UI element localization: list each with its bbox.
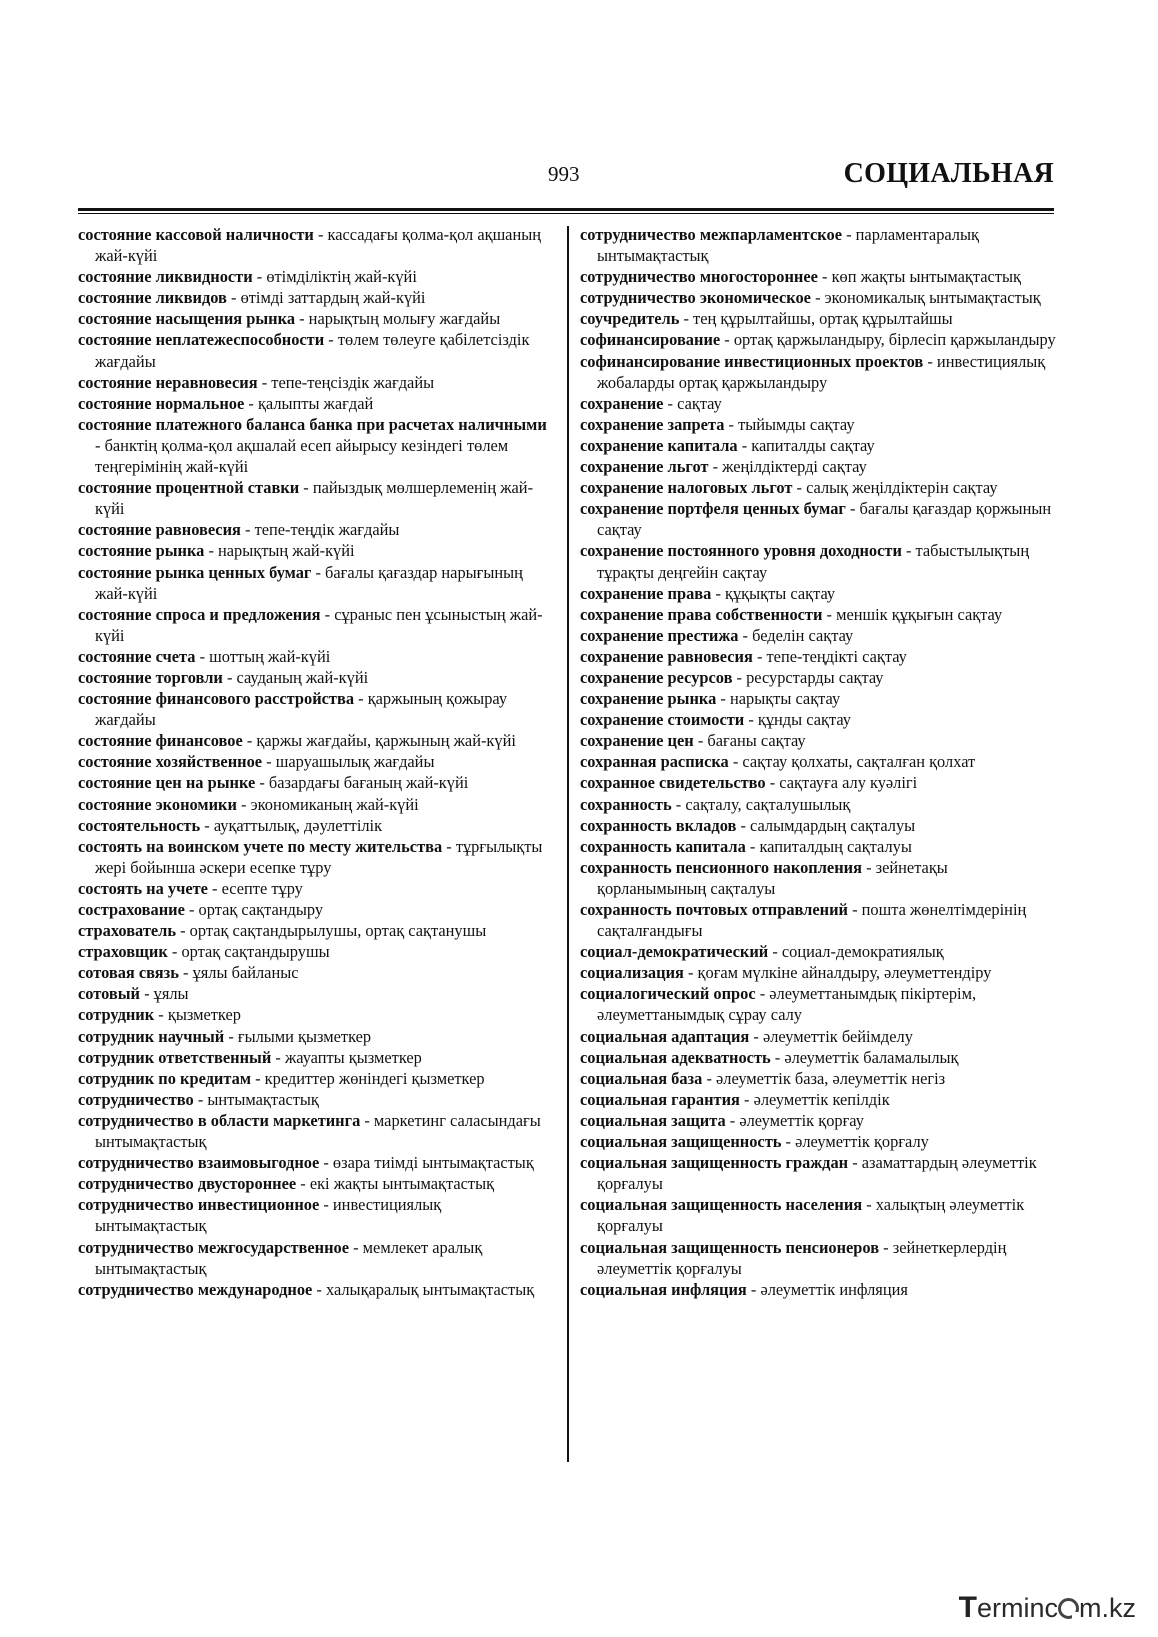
dictionary-entry: социальная защищенность пенсионеров - зейнеткерлердің әлеуметтік қорғалуы xyxy=(580,1237,1007,1278)
entry-definition: пайыздық мөлшерлеменің жай-күйі xyxy=(95,478,534,519)
entry-definition: құқықты сақтау xyxy=(725,583,836,603)
dictionary-entry: сохранное свидетельство - сақтауға алу куәлігі xyxy=(580,773,918,793)
watermark-o-icon xyxy=(1058,1598,1079,1619)
entry-definition: беделін сақтау xyxy=(752,625,854,645)
entry-definition: ынтымақтастық xyxy=(207,1089,319,1109)
entry-definition: ортақ сақтандырушы xyxy=(181,942,330,962)
left-column xyxy=(78,224,556,1300)
dictionary-entry: сотрудник по кредитам - кредиттер жөніндегі қызметкер xyxy=(78,1068,485,1088)
entry-term: социальная защита xyxy=(580,1110,726,1130)
dictionary-entry: сохранение престижа - беделін сақтау xyxy=(580,625,854,645)
entry-definition: қалыпты жағдай xyxy=(257,393,374,413)
dictionary-entry: социализация - қоғам мүлкіне айналдыру, әлеуметтендіру xyxy=(580,963,992,983)
dictionary-entry: соучредитель - тең құрылтайшы, ортақ құрылтайшы xyxy=(580,309,953,329)
entry-definition: зейнеткерлердің әлеуметтік қорғалуы xyxy=(597,1237,1007,1278)
entry-term: состояние финансовое xyxy=(78,731,243,751)
entry-definition: екі жақты ынтымақтастық xyxy=(309,1174,495,1194)
entry-definition: ұялы xyxy=(153,984,189,1004)
dictionary-entry: сострахование - ортақ сақтандыру xyxy=(78,900,324,919)
entry-term: состояние неплатежеспособности xyxy=(78,330,325,350)
dictionary-entry: состояние хозяйственное - шаруашылық жағдайы xyxy=(78,752,435,772)
entry-definition: салық жеңілдіктерін сақтау xyxy=(806,478,998,498)
dictionary-entry: сохранение портфеля ценных бумаг - бағалы қағаздар қоржынын сақтау xyxy=(580,499,1052,540)
entry-term: сохранение ресурсов xyxy=(580,667,733,687)
running-head: СОЦИАЛЬНАЯ xyxy=(843,158,1054,189)
entry-definition: жеңілдіктерді сақтау xyxy=(722,457,867,477)
entry-definition: социал-демократиялық xyxy=(781,942,944,962)
dictionary-entry: состоять на учете - есепте тұру xyxy=(78,878,303,898)
dictionary-entry: социальная база - әлеуметтік база, әлеуметтік негіз xyxy=(580,1068,946,1088)
dictionary-entry: состояние ликвидов - өтімді заттардың жай-күйі xyxy=(78,288,426,308)
entry-term: социальная инфляция xyxy=(580,1279,747,1299)
entry-term: состояние торговли xyxy=(78,667,223,687)
dictionary-entry: сотовая связь - ұялы байланыс xyxy=(78,963,299,983)
dictionary-entry: сохранение постоянного уровня доходности - табыстылықтың тұрақты деңгейін сақтау xyxy=(580,541,1030,582)
dictionary-entry: сохранение права собственности - меншік құқығын сақтау xyxy=(580,604,1003,624)
dictionary-entry: социальная защищенность населения - халықтың әлеуметтік қорғалуы xyxy=(580,1195,1025,1236)
dictionary-entry: состояние платежного баланса банка при расчетах наличными - банктің қолма-қол ақшалай есеп айырысу кезіндегі төлем теңгерімінің жай-күйі xyxy=(78,414,547,477)
dictionary-entry: сотрудничество международное - халықаралық ынтымақтастық xyxy=(78,1279,535,1299)
dictionary-entry: сотрудничество двустороннее - екі жақты ынтымақтастық xyxy=(78,1174,495,1194)
dictionary-entry: состояние ликвидности - өтімділіктің жай-күйі xyxy=(78,267,417,287)
entry-definition: сақтауға алу куәлігі xyxy=(779,773,918,793)
entry-definition: жауапты қызметкер xyxy=(284,1047,422,1067)
dictionary-entry: сохранение цен - бағаны сақтау xyxy=(580,731,806,751)
entry-term: состояние ликвидности xyxy=(78,267,253,287)
entry-term: сохранение рынка xyxy=(580,689,717,709)
dictionary-entry: сохранение льгот - жеңілдіктерді сақтау xyxy=(580,457,867,477)
dictionary-entry: сотрудничество межгосударственное - мемлекет аралық ынтымақтастық xyxy=(78,1237,483,1278)
entry-definition: ресурстарды сақтау xyxy=(746,667,884,687)
entry-term: состояние нормальное xyxy=(78,393,245,413)
dictionary-entry: сохранность пенсионного накопления - зейнетақы қорланымының сақталуы xyxy=(580,857,948,898)
entry-definition: мемлекет аралық ынтымақтастық xyxy=(95,1237,483,1278)
header-rule-thick xyxy=(78,208,1054,211)
entry-definition: тең құрылтайшы, ортақ құрылтайшы xyxy=(693,309,953,329)
entry-definition: төлем төлеуге қабілетсіздік жағдайы xyxy=(95,330,530,371)
entry-term: сотрудничество экономическое xyxy=(580,288,811,308)
entry-term: состояние неравновесия xyxy=(78,372,258,392)
entry-definition: бағалы қағаздар нарығының жай-күйі xyxy=(95,562,523,603)
entry-term: состояние насыщения рынка xyxy=(78,309,296,329)
entry-definition: әлеуметтік инфляция xyxy=(760,1279,908,1299)
entry-definition: кредиттер жөніндегі қызметкер xyxy=(264,1068,485,1088)
entry-definition: салымдардың сақталуы xyxy=(750,815,916,835)
dictionary-entry: социальная адаптация - әлеуметтік бейімделу xyxy=(580,1026,913,1046)
dictionary-entry: сохранность капитала - капиталдың сақталуы xyxy=(580,836,912,856)
entry-term: социальная адекватность xyxy=(580,1047,771,1067)
entry-term: состоять на воинском учете по месту жительства xyxy=(78,836,443,856)
dictionary-entry: страховщик - ортақ сақтандырушы xyxy=(78,942,330,962)
entry-term: социализация xyxy=(580,963,684,983)
entry-term: социал-демократический xyxy=(580,942,769,962)
dictionary-entry: сохранение ресурсов - ресурстарды сақтау xyxy=(580,667,884,687)
entry-definition: өзара тиімді ынтымақтастық xyxy=(332,1153,534,1173)
entry-term: состоять на учете xyxy=(78,878,208,898)
entry-definition: пошта жөнелтімдерінің сақталғандығы xyxy=(597,900,1027,941)
entry-term: сотрудник по кредитам xyxy=(78,1068,251,1088)
dictionary-entry: состояние спроса и предложения - сұраныс пен ұсыныстың жай-күйі xyxy=(78,604,543,645)
entry-term: сотрудник ответственный xyxy=(78,1047,272,1067)
entry-definition: шаруашылық жағдайы xyxy=(275,752,435,772)
dictionary-entry: сохранение - сақтау xyxy=(580,393,722,413)
entry-definition: тепе-теңсіздік жағдайы xyxy=(271,372,435,392)
entry-term: сотрудничество межпарламентское xyxy=(580,225,842,244)
dictionary-entry: сотовый - ұялы xyxy=(78,984,189,1004)
entry-definition: әлеуметтік қорғалу xyxy=(795,1132,929,1152)
entry-definition: экономиканың жай-күйі xyxy=(250,794,419,814)
dictionary-entry: состояние рынка ценных бумаг - бағалы қағаздар нарығының жай-күйі xyxy=(78,562,523,603)
entry-definition: шоттың жай-күйі xyxy=(209,646,331,666)
entry-definition: сұраныс пен ұсыныстың жай-күйі xyxy=(95,604,543,645)
right-column xyxy=(580,224,1058,1300)
entry-term: сохранение портфеля ценных бумаг xyxy=(580,499,846,519)
dictionary-entry: сотрудничество экономическое - экономикалық ынтымақтастық xyxy=(580,288,1041,308)
entry-definition: капиталды сақтау xyxy=(751,435,875,455)
entry-definition: ғылыми қызметкер xyxy=(237,1026,372,1046)
entry-definition: ортақ сақтандыру xyxy=(198,900,324,919)
entry-term: сотрудничество двустороннее xyxy=(78,1174,297,1194)
dictionary-entry: состояние экономики - экономиканың жай-күйі xyxy=(78,794,419,814)
entry-definition: нарықтың молығу жағдайы xyxy=(308,309,501,329)
entry-term: социальная база xyxy=(580,1068,703,1088)
watermark-initial: T xyxy=(958,1591,977,1624)
dictionary-entry: сохранение запрета - тыйымды сақтау xyxy=(580,414,855,434)
dictionary-entry: сохранность почтовых отправлений - пошта жөнелтімдерінің сақталғандығы xyxy=(580,900,1027,941)
entry-term: сохранение запрета xyxy=(580,414,725,434)
dictionary-entry: софинансирование - ортақ қаржыландыру, бірлесіп қаржыландыру xyxy=(580,330,1056,350)
entry-term: сострахование xyxy=(78,900,185,919)
entry-term: сохранность xyxy=(580,794,672,814)
dictionary-entry: социалогический опрос - әлеуметтанымдық пікіртерім, әлеуметтанымдық сұрау салу xyxy=(580,984,977,1025)
entry-definition: сақталу, сақталушылық xyxy=(685,794,851,814)
entry-definition: көп жақты ынтымақтастық xyxy=(831,267,1021,287)
entry-term: сотрудничество взаимовыгодное xyxy=(78,1153,320,1173)
dictionary-entry: состоятельность - ауқаттылық, дәулеттілік xyxy=(78,815,383,835)
entry-term: сотрудничество в области маркетинга xyxy=(78,1110,361,1130)
dictionary-entry: состояние насыщения рынка - нарықтың молығу жағдайы xyxy=(78,309,501,329)
entry-term: социальная гарантия xyxy=(580,1089,740,1109)
dictionary-entry: страхователь - ортақ сақтандырылушы, ортақ сақтанушы xyxy=(78,921,487,941)
site-watermark-logo xyxy=(959,1591,1136,1625)
dictionary-entry: сотрудничество многостороннее - көп жақты ынтымақтастық xyxy=(580,267,1021,287)
entry-definition: банктің қолма-қол ақшалай есеп айырысу кезіндегі төлем теңгерімінің жай-күйі xyxy=(95,435,509,477)
entry-definition: инвестициялық ынтымақтастық xyxy=(95,1195,442,1236)
entry-term: социальная защищенность xyxy=(580,1132,782,1152)
entry-definition: нарықтың жай-күйі xyxy=(218,541,355,561)
dictionary-entry: социальная защищенность граждан - азаматтардың әлеуметтік қорғалуы xyxy=(580,1153,1037,1194)
entry-term: сохранность вкладов xyxy=(580,815,737,835)
column-divider xyxy=(567,226,569,1462)
entry-term: состояние счета xyxy=(78,646,196,666)
entry-definition: әлеуметтанымдық пікіртерім, әлеуметтанымдық сұрау салу xyxy=(597,984,977,1025)
dictionary-entry: сохранность - сақталу, сақталушылық xyxy=(580,794,851,814)
entry-definition: ұялы байланыс xyxy=(192,963,299,983)
entry-term: сохранение цен xyxy=(580,731,694,751)
entry-term: сотовый xyxy=(78,984,140,1004)
entry-term: сохранение капитала xyxy=(580,435,738,455)
dictionary-entry: софинансирование инвестиционных проектов - инвестициялық жобаларды ортақ қаржыландыру xyxy=(580,351,1046,392)
entry-definition: әлеуметтік бейімделу xyxy=(762,1026,913,1046)
entry-definition: инвестициялық жобаларды ортақ қаржыландыру xyxy=(597,351,1046,392)
dictionary-entry: состоять на воинском учете по месту жительства - тұрғылықты жері бойынша әскери есепке тұру xyxy=(78,836,543,877)
entry-term: софинансирование инвестиционных проектов xyxy=(580,351,924,371)
entry-term: состояние ликвидов xyxy=(78,288,227,308)
entry-definition: базардағы бағаның жай-күйі xyxy=(268,773,469,793)
dictionary-entry: сохранение капитала - капиталды сақтау xyxy=(580,435,875,455)
entry-term: страхователь xyxy=(78,921,177,941)
entry-definition: парламентаралық ынтымақтастық xyxy=(597,225,979,266)
entry-term: сохранение права xyxy=(580,583,712,603)
dictionary-entry: сохранение налоговых льгот - салық жеңілдіктерін сақтау xyxy=(580,478,998,498)
dictionary-entry: состояние нормальное - қалыпты жағдай xyxy=(78,393,374,413)
entry-term: социальная защищенность граждан xyxy=(580,1153,849,1173)
entry-definition: бағаны сақтау xyxy=(707,731,806,751)
dictionary-entry: сотрудничество взаимовыгодное - өзара тиімді ынтымақтастық xyxy=(78,1153,534,1173)
entry-term: сохранение льгот xyxy=(580,457,709,477)
entry-definition: сауданың жай-күйі xyxy=(236,667,369,687)
dictionary-entry: социальная гарантия - әлеуметтік кепілдік xyxy=(580,1089,890,1109)
dictionary-entry: сохранность вкладов - салымдардың сақталуы xyxy=(580,815,916,835)
dictionary-entry: состояние неравновесия - тепе-теңсіздік жағдайы xyxy=(78,372,435,392)
entry-term: сотрудник xyxy=(78,1005,155,1025)
entry-term: состояние рынка ценных бумаг xyxy=(78,562,312,582)
dictionary-entry: состояние финансового расстройства - қаржының қожырау жағдайы xyxy=(78,689,508,730)
entry-term: сохранная расписка xyxy=(580,752,729,772)
entry-term: социалогический опрос xyxy=(580,984,756,1004)
dictionary-entry: сохранная расписка - сақтау қолхаты, сақталған қолхат xyxy=(580,752,976,772)
entry-term: сохранное свидетельство xyxy=(580,773,766,793)
dictionary-entry: состояние равновесия - тепе-теңдік жағдайы xyxy=(78,520,400,540)
dictionary-entry: социальная защищенность - әлеуметтік қорғалу xyxy=(580,1132,929,1152)
entry-term: состояние платежного баланса банка при расчетах наличными xyxy=(78,414,547,434)
entry-definition: зейнетақы қорланымының сақталуы xyxy=(597,857,948,898)
dictionary-entry: сотрудничество в области маркетинга - маркетинг саласындағы ынтымақтастық xyxy=(78,1110,541,1152)
entry-term: состояние хозяйственное xyxy=(78,752,263,772)
dictionary-entry: сотрудник - қызметкер xyxy=(78,1005,241,1025)
entry-term: сохранность капитала xyxy=(580,836,746,856)
dictionary-entry: состояние счета - шоттың жай-күйі xyxy=(78,646,331,666)
entry-term: сохранение права собственности xyxy=(580,604,823,624)
entry-definition: бағалы қағаздар қоржынын сақтау xyxy=(597,499,1052,540)
dictionary-entry: сохранение стоимости - құнды сақтау xyxy=(580,710,851,730)
entry-term: состояние кассовой наличности xyxy=(78,225,314,244)
header-rule-thin xyxy=(78,213,1054,214)
dictionary-entry: сотрудничество инвестиционное - инвестициялық ынтымақтастық xyxy=(78,1195,442,1236)
entry-definition: өтімді заттардың жай-күйі xyxy=(240,288,426,308)
watermark-middle: erminc xyxy=(976,1593,1058,1623)
entry-term: состояние рынка xyxy=(78,541,205,561)
entry-definition: халықтың әлеуметтік қорғалуы xyxy=(597,1195,1025,1236)
dictionary-entry: социал-демократический - социал-демократиялық xyxy=(580,942,944,962)
entry-term: социальная защищенность населения xyxy=(580,1195,863,1215)
entry-term: сохранение стоимости xyxy=(580,710,745,730)
entry-definition: тепе-теңдік жағдайы xyxy=(254,520,400,540)
entry-definition: әлеуметтік баламалылық xyxy=(784,1047,959,1067)
entry-definition: сақтау xyxy=(677,393,722,413)
dictionary-entry: социальная адекватность - әлеуметтік баламалылық xyxy=(580,1047,959,1067)
entry-definition: өтімділіктің жай-күйі xyxy=(266,267,417,287)
dictionary-entry: социальная инфляция - әлеуметтік инфляция xyxy=(580,1279,908,1299)
entry-term: сотрудничество инвестиционное xyxy=(78,1195,320,1215)
entry-definition: есепте тұру xyxy=(221,878,303,898)
entry-term: сотрудничество многостороннее xyxy=(580,267,818,287)
dictionary-entry: состояние финансовое - қаржы жағдайы, қаржының жай-күйі xyxy=(78,731,516,751)
entry-term: сотрудничество межгосударственное xyxy=(78,1237,350,1257)
watermark-end: m.kz xyxy=(1079,1593,1136,1623)
entry-definition: экономикалық ынтымақтастық xyxy=(824,288,1041,308)
entry-term: сотовая связь xyxy=(78,963,179,983)
dictionary-entry: сохранение права - құқықты сақтау xyxy=(580,583,836,603)
entry-definition: әлеуметтік кепілдік xyxy=(753,1089,890,1109)
entry-term: состояние цен на рынке xyxy=(78,773,256,793)
entry-definition: меншік құқығын сақтау xyxy=(836,604,1003,624)
entry-term: состояние процентной ставки xyxy=(78,478,300,498)
entry-term: состояние финансового расстройства xyxy=(78,689,355,709)
entry-definition: әлеуметтік қорғау xyxy=(739,1110,864,1130)
entry-definition: маркетинг саласындағы ынтымақтастық xyxy=(95,1110,541,1152)
entry-definition: капиталдың сақталуы xyxy=(759,836,912,856)
dictionary-entry: сохранение рынка - нарықты сақтау xyxy=(580,689,841,709)
dictionary-entry: состояние кассовой наличности - кассадағы қолма-қол ақшаның жай-күйі xyxy=(78,225,542,266)
entry-term: социальная защищенность пенсионеров xyxy=(580,1237,880,1257)
entry-definition: тепе-теңдікті сақтау xyxy=(766,646,907,666)
dictionary-entry: состояние торговли - сауданың жай-күйі xyxy=(78,667,369,687)
entry-definition: сақтау қолхаты, сақталған қолхат xyxy=(742,752,976,772)
dictionary-entry: состояние неплатежеспособности - төлем төлеуге қабілетсіздік жағдайы xyxy=(78,330,530,371)
dictionary-entry: состояние рынка - нарықтың жай-күйі xyxy=(78,541,355,561)
entry-term: сохранность пенсионного накопления xyxy=(580,857,862,877)
entry-term: состоятельность xyxy=(78,815,201,835)
entry-term: состояние экономики xyxy=(78,794,237,814)
entry-definition: халықаралық ынтымақтастық xyxy=(325,1279,535,1299)
entry-term: сохранение престижа xyxy=(580,625,739,645)
dictionary-entry: состояние процентной ставки - пайыздық мөлшерлеменің жай-күйі xyxy=(78,478,534,519)
entry-term: сотрудничество xyxy=(78,1089,194,1109)
dictionary-entry: сотрудничество межпарламентское - парламентаралық ынтымақтастық xyxy=(580,225,979,266)
entry-term: сохранение налоговых льгот xyxy=(580,478,793,498)
entry-definition: ортақ қаржыландыру, бірлесіп қаржыландыру xyxy=(733,330,1056,350)
entry-term: социальная адаптация xyxy=(580,1026,750,1046)
entry-definition: қаржы жағдайы, қаржының жай-күйі xyxy=(256,731,516,751)
entry-definition: әлеуметтік база, әлеуметтік негіз xyxy=(716,1068,946,1088)
entry-term: состояние равновесия xyxy=(78,520,241,540)
entry-term: сохранность почтовых отправлений xyxy=(580,900,848,919)
entry-definition: азаматтардың әлеуметтік қорғалуы xyxy=(597,1153,1037,1194)
page-number: 993 xyxy=(548,162,580,186)
entry-term: сохранение равновесия xyxy=(580,646,753,666)
entry-definition: нарықты сақтау xyxy=(729,689,841,709)
entry-definition: қызметкер xyxy=(167,1005,241,1025)
entry-term: сохранение постоянного уровня доходности xyxy=(580,541,902,561)
entry-term: софинансирование xyxy=(580,330,721,350)
entry-definition: кассадағы қолма-қол ақшаның жай-күйі xyxy=(95,225,542,266)
entry-term: соучредитель xyxy=(580,309,680,329)
entry-definition: ауқаттылық, дәулеттілік xyxy=(213,815,383,835)
entry-definition: тыйымды сақтау xyxy=(738,414,855,434)
entry-term: сотрудник научный xyxy=(78,1026,225,1046)
dictionary-entry: социальная защита - әлеуметтік қорғау xyxy=(580,1110,864,1130)
entry-definition: ортақ сақтандырылушы, ортақ сақтанушы xyxy=(189,921,487,941)
entry-term: сотрудничество международное xyxy=(78,1279,313,1299)
dictionary-entry: сотрудник ответственный - жауапты қызметкер xyxy=(78,1047,422,1067)
entry-definition: қоғам мүлкіне айналдыру, әлеуметтендіру xyxy=(697,963,992,983)
entry-definition: құнды сақтау xyxy=(757,710,851,730)
dictionary-entry: состояние цен на рынке - базардағы бағаның жай-күйі xyxy=(78,773,469,793)
entry-definition: қаржының қожырау жағдайы xyxy=(95,689,508,730)
entry-term: страховщик xyxy=(78,942,168,962)
dictionary-entry: сотрудничество - ынтымақтастық xyxy=(78,1089,319,1109)
entry-definition: тұрғылықты жері бойынша әскери есепке тұру xyxy=(95,836,543,877)
entry-definition: табыстылықтың тұрақты деңгейін сақтау xyxy=(597,541,1030,582)
dictionary-entry: сохранение равновесия - тепе-теңдікті сақтау xyxy=(580,646,907,666)
entry-term: состояние спроса и предложения xyxy=(78,604,321,624)
dictionary-entry: сотрудник научный - ғылыми қызметкер xyxy=(78,1026,372,1046)
entry-term: сохранение xyxy=(580,393,664,413)
